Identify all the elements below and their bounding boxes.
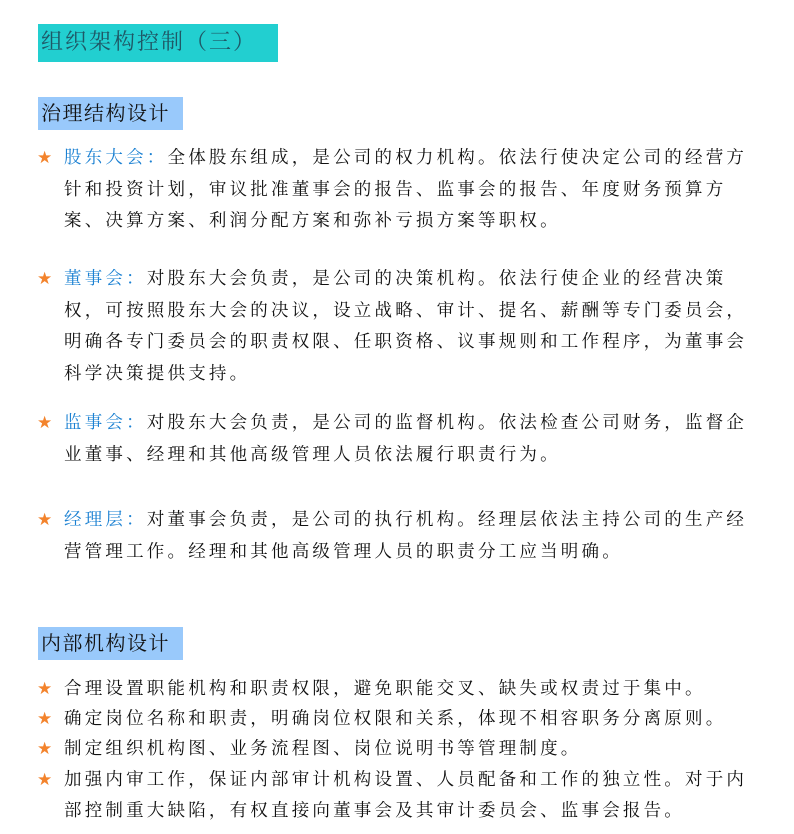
- item-body: [64, 143, 757, 238]
- list-item-job-definition: [37, 704, 757, 735]
- item-text: 全体股东组成，是公司的权力机构。依法行使决定公司的经营方针和投资计划，审议批准董事会的报告、监事会的报告、年度财务预算方案、决算方案、利润分配方案和弥补亏损方案等职权。: [64, 148, 748, 231]
- star-icon: ★: [37, 679, 53, 699]
- item-text: 对股东大会负责，是公司的决策机构。依法行使企业的经营决策权，可按照股东大会的决议，设立战略、审计、提名、薪酬等专门委员会，明确各专门委员会的职责权限、任职资格、议事规则和工作程序，为董事会科学决策提供支持。: [64, 269, 748, 384]
- list-item-board-of-directors: [37, 264, 757, 390]
- item-text: 对股东大会负责，是公司的监督机构。依法检查公司财务，监督企业董事、经理和其他高级管理人员依法履行职责行为。: [64, 413, 748, 465]
- item-label: 监事会：: [64, 413, 147, 433]
- item-label: 经理层：: [64, 510, 147, 530]
- item-label: 董事会：: [64, 269, 147, 289]
- item-text: 合理设置职能机构和职责权限，避免职能交叉、缺失或权责过于集中。: [64, 679, 706, 699]
- list-item-management: [37, 505, 757, 568]
- star-icon: ★: [37, 269, 53, 289]
- item-body: [64, 408, 757, 471]
- item-text: 制定组织机构图、业务流程图、岗位说明书等管理制度。: [64, 739, 582, 759]
- page-title: 组织架构控制（三）: [38, 24, 278, 62]
- item-text: 确定岗位名称和职责，明确岗位权限和关系，体现不相容职务分离原则。: [64, 709, 727, 729]
- list-item-functional-setup: [37, 674, 757, 705]
- list-item-shareholders-meeting: [37, 143, 757, 238]
- star-icon: ★: [37, 148, 53, 168]
- section-heading-internal-structure: 内部机构设计: [38, 627, 183, 660]
- list-item-supervisory-board: [37, 408, 757, 471]
- list-item-org-charts: [37, 734, 757, 765]
- item-body: [64, 264, 757, 390]
- star-icon: ★: [37, 510, 53, 530]
- item-text: 对董事会负责，是公司的执行机构。经理层依法主持公司的生产经营管理工作。经理和其他高级管理人员的职责分工应当明确。: [64, 510, 748, 562]
- item-label: 股东大会：: [64, 148, 168, 168]
- star-icon: ★: [37, 413, 53, 433]
- item-text: 加强内审工作，保证内部审计机构设置、人员配备和工作的独立性。对于内部控制重大缺陷，有权直接向董事会及其审计委员会、监事会报告。: [64, 770, 748, 821]
- list-item-internal-audit: [37, 765, 757, 826]
- star-icon: ★: [37, 739, 53, 759]
- item-body: [64, 505, 757, 568]
- section-heading-governance: 治理结构设计: [38, 97, 183, 130]
- star-icon: ★: [37, 770, 53, 790]
- star-icon: ★: [37, 709, 53, 729]
